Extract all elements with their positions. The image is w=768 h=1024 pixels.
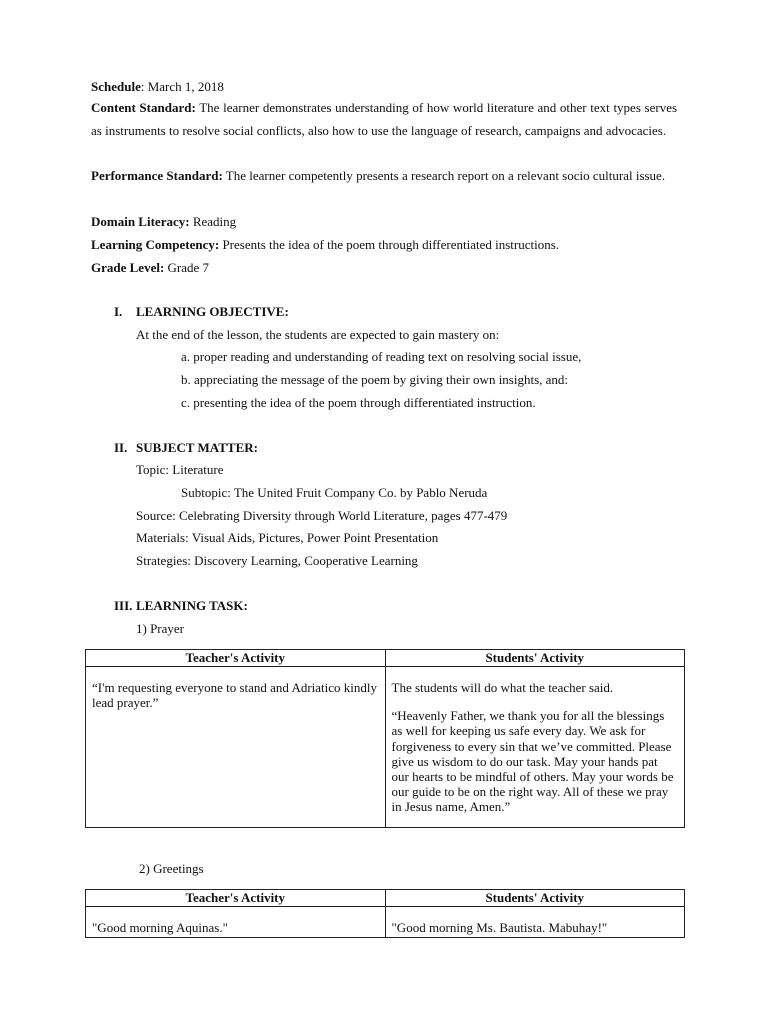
domain-literacy-line (91, 213, 236, 231)
domain-literacy-label: Domain Literacy: (91, 214, 190, 229)
table-header-row (86, 650, 685, 667)
subject-subtopic: Subtopic: The United Fruit Company Co. by Pablo Neruda (181, 485, 488, 500)
students-activity-cell (385, 907, 685, 938)
section-number: III. (114, 598, 133, 613)
students-activity-header: Students' Activity (385, 650, 685, 667)
table-row (86, 907, 685, 938)
grade-level-label: Grade Level: (91, 260, 165, 275)
section-learning-objective-heading (114, 304, 289, 320)
section-number: I. (114, 304, 123, 319)
section-subject-matter-heading (114, 440, 258, 456)
section-number: II. (114, 440, 128, 455)
teacher-activity-header: Teacher's Activity (86, 890, 386, 907)
learning-competency-line (91, 236, 559, 254)
teacher-activity-header: Teacher's Activity (86, 650, 386, 667)
teacher-prayer-request: “I'm requesting everyone to stand and Adriatico kindly lead prayer.” (92, 680, 378, 711)
table-row (86, 667, 685, 828)
subject-materials: Materials: Visual Aids, Pictures, Power Point Presentation (136, 530, 439, 545)
content-standard-label: Content Standard: (91, 100, 196, 115)
section-title: LEARNING TASK: (136, 598, 248, 613)
schedule-value: : March 1, 2018 (140, 79, 224, 94)
greetings-activity-table (85, 889, 685, 938)
table-header-row (86, 890, 685, 907)
students-prayer: “Heavenly Father, we thank you for all the blessings as well for keeping us safe every day. We ask for forgiveness to every sin that we’ve committed. Please give us wisdom to do our task. May your hands pat our hearts to be mindful of others. May your words be our guide to be on the right way. All of these we pray in Jesus name, Amen.” (391, 708, 674, 815)
teacher-activity-cell (86, 907, 386, 938)
students-activity-header: Students' Activity (385, 890, 685, 907)
performance-standard (91, 165, 677, 188)
students-response: The students will do what the teacher said. (391, 680, 614, 695)
greetings-label: 2) Greetings (139, 861, 204, 876)
subject-topic: Topic: Literature (136, 462, 224, 477)
schedule-line (91, 78, 224, 96)
content-standard-value: The learner demonstrates understanding of how world literature and other text types serves as instruments to resolve social conflicts, also how to use the language of research, campaigns and advocacies. (91, 100, 678, 138)
section-title: LEARNING OBJECTIVE: (136, 304, 289, 319)
teacher-activity-cell (86, 667, 386, 828)
prayer-label: 1) Prayer (136, 621, 185, 636)
objective-item-b: b. appreciating the message of the poem by giving their own insights, and: (181, 372, 569, 387)
section-learning-task-heading (114, 598, 248, 614)
performance-standard-label: Performance Standard: (91, 168, 223, 183)
section-title: SUBJECT MATTER: (136, 440, 258, 455)
subject-source: Source: Celebrating Diversity through World Literature, pages 477-479 (136, 508, 508, 523)
grade-level-line (91, 259, 209, 277)
learning-competency-label: Learning Competency: (91, 237, 220, 252)
objective-item-c: c. presenting the idea of the poem through differentiated instruction. (181, 395, 536, 410)
subject-strategies: Strategies: Discovery Learning, Cooperative Learning (136, 553, 418, 568)
objective-item-a: a. proper reading and understanding of reading text on resolving social issue, (181, 349, 582, 364)
students-activity-cell (385, 667, 685, 828)
content-standard (91, 97, 677, 142)
prayer-activity-table (85, 649, 685, 828)
students-greeting: "Good morning Ms. Bautista. Mabuhay!" (391, 920, 608, 935)
grade-level-value: Grade 7 (167, 260, 210, 275)
domain-literacy-value: Reading (192, 214, 237, 229)
objective-intro: At the end of the lesson, the students are expected to gain mastery on: (136, 327, 500, 342)
learning-competency-value: Presents the idea of the poem through differentiated instructions. (222, 237, 560, 252)
performance-standard-value: The learner competently presents a research report on a relevant socio cultural issue. (225, 168, 666, 183)
schedule-label: Schedule (91, 79, 141, 94)
teacher-greeting: "Good morning Aquinas." (92, 920, 228, 935)
